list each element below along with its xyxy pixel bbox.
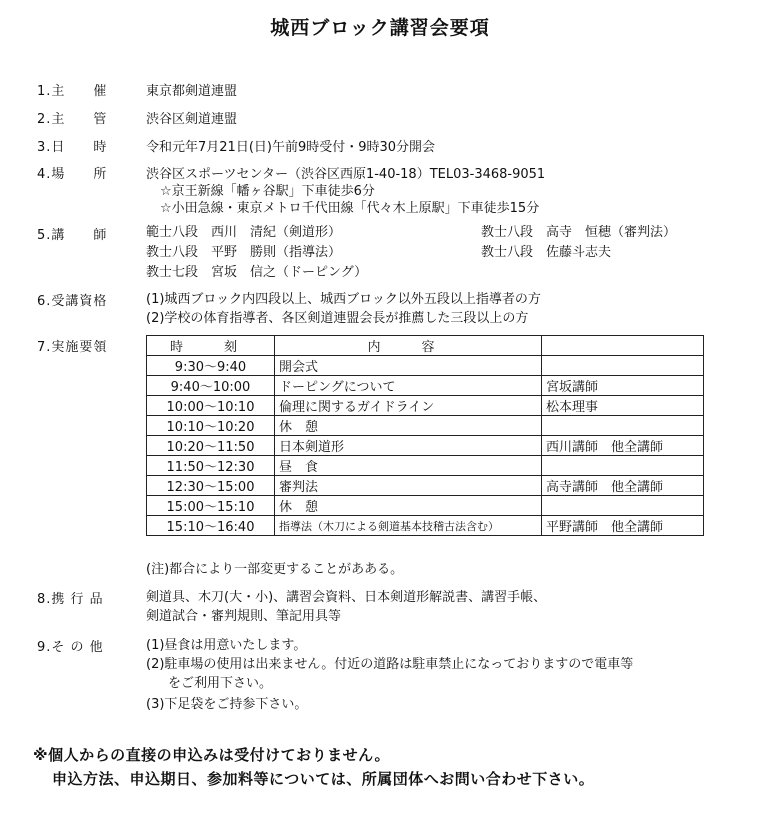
items-line: 剣道具、木刀(大・小)、講習会資料、日本剣道形解説書、講習手帳、: [146, 590, 547, 605]
access-line: ☆京王新線「幡ヶ谷駅」下車徒歩6分: [160, 184, 375, 199]
section-5-label: 5.講 師: [37, 228, 108, 243]
table-row: [147, 376, 704, 396]
time-cell: 9:40～10:00: [147, 376, 275, 396]
content-cell: 昼 食: [275, 456, 542, 476]
lecturer: 教士八段 佐藤斗志夫: [481, 245, 612, 260]
schedule-table: [146, 335, 704, 536]
other-line: をご利用下さい。: [168, 676, 273, 691]
time-cell: 15:10～16:40: [147, 516, 275, 536]
content-cell: 開会式: [275, 356, 542, 376]
section-7-label: 7.実施要領: [37, 340, 108, 355]
lecturer-cell: [542, 356, 704, 376]
table-row: [147, 456, 704, 476]
table-header-row: [147, 336, 704, 356]
section-2-value: 渋谷区剣道連盟: [146, 112, 238, 127]
time-cell: 10:10～10:20: [147, 416, 275, 436]
access-line: ☆小田急線・東京メトロ千代田線「代々木上原駅」下車徒歩15分: [160, 201, 540, 216]
lecturer: 教士八段 平野 勝則（指導法）: [146, 245, 342, 260]
content-cell: 休 憩: [275, 416, 542, 436]
other-line: (3)下足袋をご持参下さい。: [146, 697, 308, 712]
section-1-value: 東京都剣道連盟: [146, 84, 238, 99]
table-row: [147, 356, 704, 376]
other-line: (1)昼食は用意いたします。: [146, 638, 307, 653]
content-cell: 倫理に関するガイドライン: [275, 396, 542, 416]
section-8-label: 8.携 行 品: [37, 592, 104, 607]
other-line: (2)駐車場の使用は出来ません。付近の道路は駐車禁止になっておりますので電車等: [146, 657, 634, 672]
time-cell: 9:30～9:40: [147, 356, 275, 376]
time-cell: 10:20～11:50: [147, 436, 275, 456]
table-row: [147, 416, 704, 436]
lecturer-cell: 西川講師 他全講師: [542, 436, 704, 456]
table-row: [147, 476, 704, 496]
lecturer-cell: [542, 456, 704, 476]
section-9-label: 9.そ の 他: [37, 640, 104, 655]
section-2-label: 2.主 管: [37, 112, 108, 127]
notice-line-2: 申込方法、申込期日、参加料等については、所属団体へお問い合わせ下さい。: [52, 770, 595, 788]
content-cell: 審判法: [275, 476, 542, 496]
venue-line: 渋谷区スポーツセンター（渋谷区西原1-40-18）TEL03-3468-9051: [146, 167, 546, 182]
section-4-label: 4.場 所: [37, 167, 108, 182]
lecturer-cell: 高寺講師 他全講師: [542, 476, 704, 496]
time-cell: 10:00～10:10: [147, 396, 275, 416]
lecturer-cell: 宮坂講師: [542, 376, 704, 396]
time-cell: 11:50～12:30: [147, 456, 275, 476]
section-3-label: 3.日 時: [37, 140, 108, 155]
section-6-label: 6.受講資格: [37, 294, 108, 309]
table-row: [147, 436, 704, 456]
lecturer-cell: [542, 496, 704, 516]
content-cell: 日本剣道形: [275, 436, 542, 456]
items-line: 剣道試合・審判規則、筆記用具等: [146, 609, 342, 624]
table-row: [147, 496, 704, 516]
column-header-time: 時 刻: [147, 336, 275, 356]
section-1-label: 1.主 催: [37, 84, 108, 99]
lecturer-cell: [542, 416, 704, 436]
table-row: [147, 516, 704, 536]
lecturer-cell: 松本理事: [542, 396, 704, 416]
eligibility-line: (1)城西ブロック内四段以上、城西ブロック以外五段以上指導者の方: [146, 292, 541, 307]
lecturer: 教士七段 宮坂 信之（ドーピング）: [146, 265, 368, 280]
notice-line-1: ※個人からの直接の申込みは受付けておりません。: [33, 746, 390, 764]
content-cell: ドーピングについて: [275, 376, 542, 396]
content-cell: 休 憩: [275, 496, 542, 516]
schedule-note: (注)都合により一部変更することがあある。: [146, 562, 404, 577]
table-row: [147, 396, 704, 416]
lecturer: 教士八段 高寺 恒穂（審判法）: [481, 225, 677, 240]
column-header-content: 内 容: [275, 336, 542, 356]
time-cell: 12:30～15:00: [147, 476, 275, 496]
lecturer-cell: 平野講師 他全講師: [542, 516, 704, 536]
page-title: 城西ブロック講習会要項: [270, 17, 490, 39]
eligibility-line: (2)学校の体育指導者、各区剣道連盟会長が推薦した三段以上の方: [146, 311, 529, 326]
time-cell: 15:00～15:10: [147, 496, 275, 516]
lecturer: 範士八段 西川 清紀（剣道形）: [146, 225, 342, 240]
section-3-value: 令和元年7月21日(日)午前9時受付・9時30分開会: [146, 140, 436, 155]
content-cell: 指導法（木刀による剣道基本技稽古法含む）: [275, 516, 542, 536]
column-header-lecturer: [542, 336, 704, 356]
